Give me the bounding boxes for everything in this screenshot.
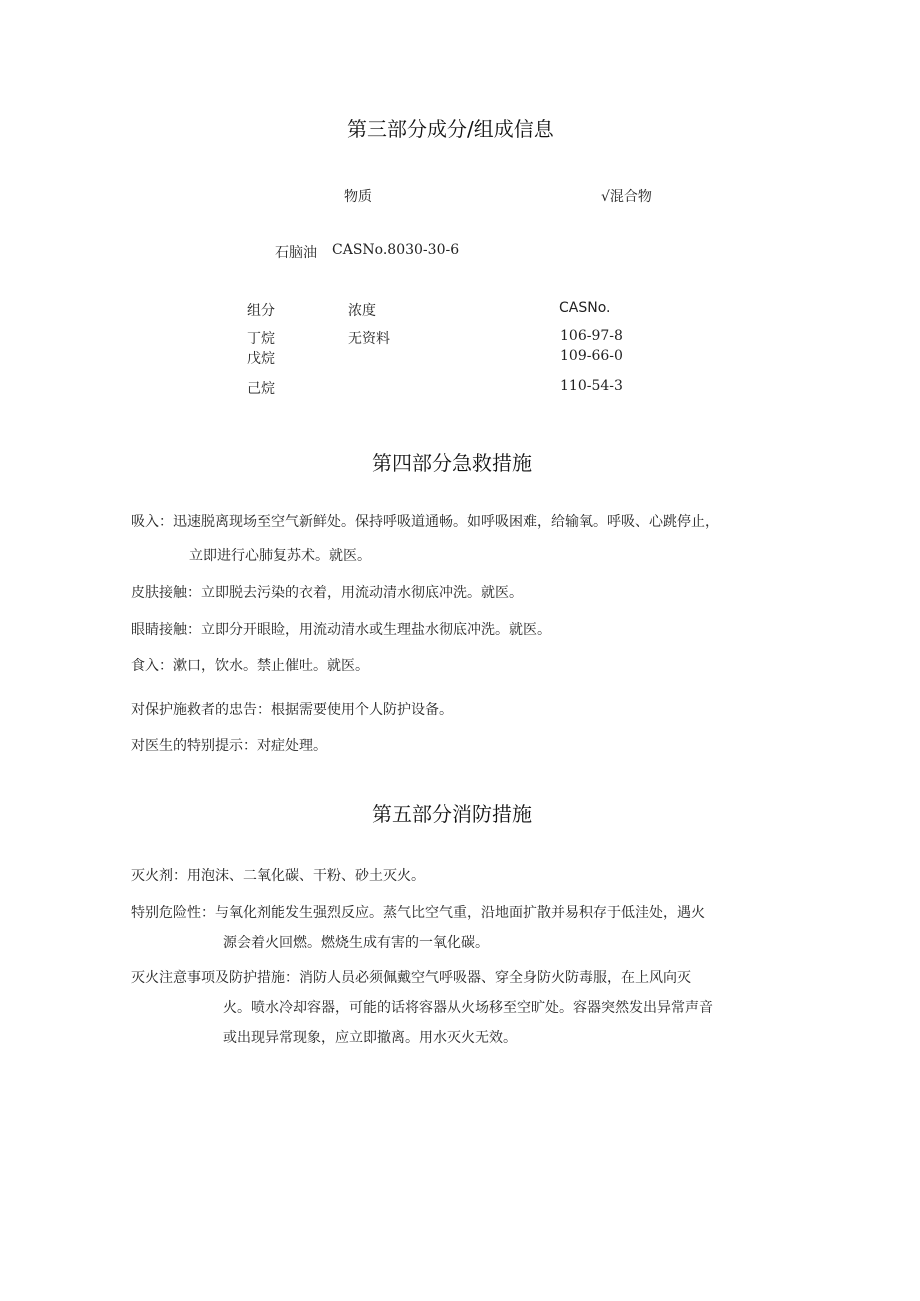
mixture-label: √混合物 [601,189,652,205]
table-cell: 丁烷 [247,331,275,347]
rescuer-advice-text: 对保护施救者的忠告：根据需要使用个人防护设备。 [131,702,453,718]
table-cell: 己烷 [247,381,275,397]
table-cell: 109-66-0 [560,348,623,364]
table-cell: 110-54-3 [560,378,623,394]
table-cell: 戊烷 [247,351,275,367]
section4-title: 第四部分急救措施 [372,451,532,475]
firefighting-notes-text: 灭火注意事项及防护措施：消防人员必须佩戴空气呼吸器、穿全身防火防毒服，在上风向灭 [131,970,691,986]
skin-contact-text: 皮肤接触：立即脱去污染的衣着，用流动清水彻底冲洗。就医。 [131,585,523,601]
section5-title: 第五部分消防措施 [372,802,532,826]
main-cas: CASNo.8030-30-6 [332,242,460,258]
firefighting-notes-text-cont: 或出现异常现象，应立即撤离。用水灭火无效。 [223,1030,517,1046]
table-cell: 无资料 [348,331,390,347]
section3-title: 第三部分成分/组成信息 [347,117,554,141]
substance-label: 物质 [344,189,372,205]
special-hazard-text-cont: 源会着火回燃。燃烧生成有害的一氧化碳。 [223,935,489,951]
main-component: 石脑油 [275,245,317,261]
firefighting-notes-text-cont: 火。喷水冷却容器，可能的话将容器从火场移至空旷处。容器突然发出异常声音 [223,1000,713,1016]
table-cell: 106-97-8 [560,328,623,344]
extinguishing-agent-text: 灭火剂：用泡沫、二氧化碳、干粉、砂土灭火。 [131,868,425,884]
table-header-component: 组分 [247,303,275,319]
ingestion-text: 食入：漱口，饮水。禁止催吐。就医。 [131,658,369,674]
eye-contact-text: 眼睛接触：立即分开眼睑，用流动清水或生理盐水彻底冲洗。就医。 [131,622,551,638]
inhale-text: 吸入：迅速脱离现场至空气新鲜处。保持呼吸道通畅。如呼吸困难，给输氧。呼吸、心跳停止， [131,514,719,530]
special-hazard-text: 特别危险性：与氧化剂能发生强烈反应。蒸气比空气重，沿地面扩散并易积存于低洼处，遇火 [131,905,705,921]
inhale-text-cont: 立即进行心肺复苏术。就医。 [189,548,371,564]
doctor-note-text: 对医生的特别提示：对症处理。 [131,738,327,754]
table-header-cas: CASNo. [559,300,611,316]
table-header-concentration: 浓度 [348,303,376,319]
